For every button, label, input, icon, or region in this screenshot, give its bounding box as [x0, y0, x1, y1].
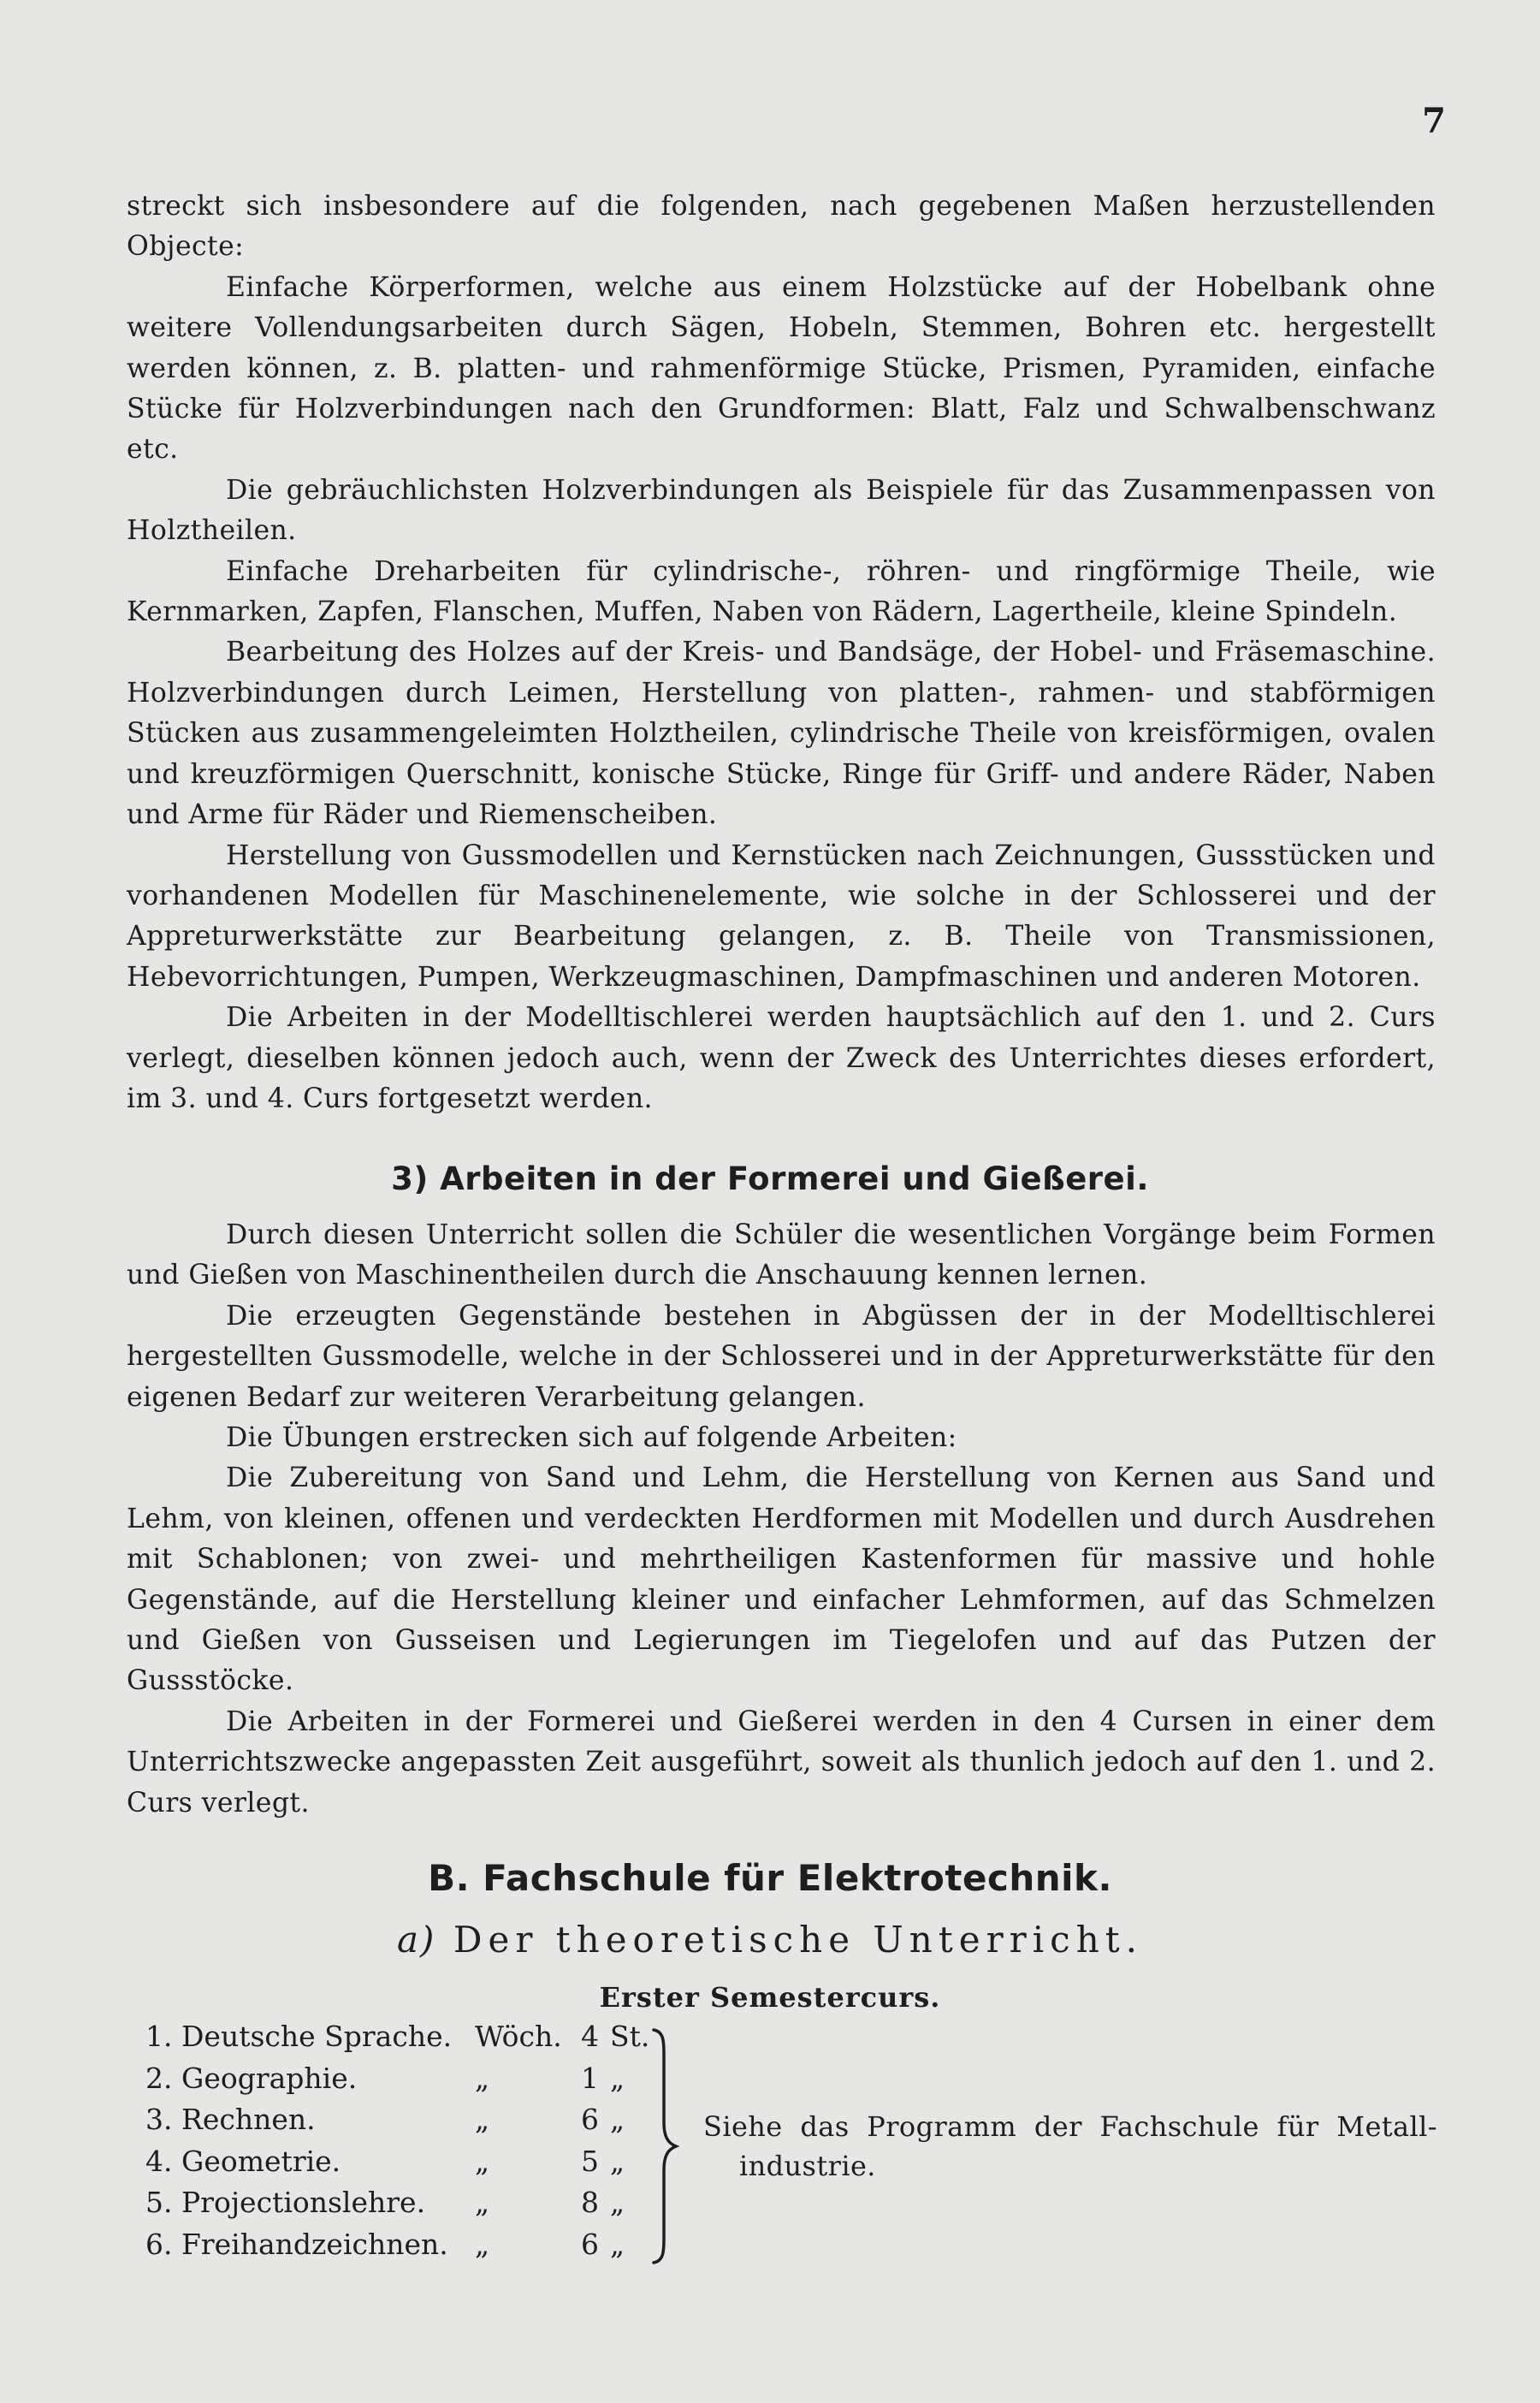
subject-row: [145, 2016, 676, 2058]
paragraph: Die Arbeiten in der Modelltischlerei werden hauptsächlich auf den 1. und 2. Curs verlegt, dieselben können jedoch auch, wenn der Zweck des Unterrichtes dieses erfordert, im 3. und 4. Curs fortgesetzt werden.: [127, 1002, 1436, 1114]
subsection-a-heading: [0, 1919, 1540, 1961]
subject-label: 6. Freihandzeichnen.: [145, 2227, 448, 2261]
paragraph: Durch diesen Unterricht sollen die Schüler die wesentlichen Vorgänge beim Formen und Gießen von Maschinentheilen durch die Anschauung kennen lernen.: [127, 1219, 1436, 1291]
subject-hours: 8: [581, 2186, 599, 2220]
subject-hours: 4: [581, 2020, 599, 2053]
paragraph: streckt sich insbesondere auf die folgenden, nach gegebenen Maßen herzustellenden Objecte:: [127, 191, 1436, 263]
subsection-marker: a): [397, 1919, 436, 1961]
paragraph: Die Arbeiten in der Formerei und Gießerei werden in den 4 Cursen in einer dem Unterrichtszwecke angepassten Zeit ausgeführt, soweit als thunlich jedoch auf den 1. und 2. Curs verlegt.: [127, 1706, 1436, 1819]
subject-unit: „: [475, 2144, 490, 2178]
paragraph: Bearbeitung des Holzes auf der Kreis- und Bandsäge, der Hobel- und Fräsemaschine. Holzverbindungen durch Leimen, Herstellung von platten-, rahmen- und stabförmigen Stücken aus zusammengeleimten Holztheilen, cylindrische Theile von kreisförmigen, ovalen und kreuzförmigen Querschnitt, konische Stücke, Ringe für Griff- und andere Räder, Naben und Arme für Räder und Riemenscheiben.: [127, 637, 1436, 831]
subjects-note-continuation: industrie.: [739, 2150, 876, 2182]
subject-st: „: [610, 2227, 625, 2261]
subject-unit: „: [475, 2061, 490, 2095]
subject-row: [145, 2099, 676, 2141]
section-2-body: [127, 187, 1436, 1119]
subsection-title: Der theoretische Unterricht.: [453, 1919, 1143, 1961]
page-number: 7: [1422, 101, 1446, 141]
subject-st: St.: [610, 2020, 650, 2053]
subject-st: „: [610, 2186, 625, 2220]
subject-row: [145, 2182, 676, 2224]
subject-hours: 5: [581, 2144, 599, 2178]
subjects-list: [145, 2016, 676, 2266]
semester-heading: Erster Semestercurs.: [599, 1981, 941, 2014]
paragraph: Die erzeugten Gegenstände bestehen in Abgüssen der in der Modelltischlerei hergestellten Gussmodelle, welche in der Schlosserei und in der Appreturwerkstätte für den eigenen Bedarf zur weiteren Verarbeitung gelangen.: [127, 1300, 1436, 1413]
subjects-note: Siehe das Programm der Fachschule für Metall-: [703, 2110, 1437, 2143]
subject-hours: 1: [581, 2061, 599, 2095]
subject-unit: Wöch.: [475, 2020, 562, 2053]
subject-unit: „: [475, 2186, 490, 2220]
subject-st: „: [610, 2144, 625, 2178]
section-3-body: [127, 1215, 1436, 1824]
subject-label: 4. Geometrie.: [145, 2144, 341, 2178]
subject-label: 2. Geographie.: [145, 2061, 358, 2095]
subject-hours: 6: [581, 2103, 599, 2137]
curly-brace-icon: [642, 2026, 684, 2266]
subject-row: [145, 2141, 676, 2183]
paragraph: Herstellung von Gussmodellen und Kernstücken nach Zeichnungen, Gussstücken und vorhandenen Modellen für Maschinenelemente, wie solche in der Schlosserei und der Appreturwerkstätte zur Bearbeitung gelangen, z. B. Theile von Transmissionen, Hebevorrichtungen, Pumpen, Werkzeugmaschinen, Dampfmaschinen und anderen Motoren.: [127, 840, 1436, 993]
paragraph: Einfache Körperformen, welche aus einem Holzstücke auf der Hobelbank ohne weitere Vollendungsarbeiten durch Sägen, Hobeln, Stemmen, Bohren etc. hergestellt werden können, z. B. platten- und rahmenförmige Stücke, Prismen, Pyramiden, einfache Stücke für Holzverbindungen nach den Grundformen: Blatt, Falz und Schwalbenschwanz etc.: [127, 271, 1436, 466]
section-b-heading: B. Fachschule für Elektrotechnik.: [428, 1857, 1112, 1899]
subject-unit: „: [475, 2103, 490, 2137]
subject-label: 1. Deutsche Sprache.: [145, 2020, 453, 2053]
paragraph: Die Übungen erstrecken sich auf folgende Arbeiten:: [226, 1422, 957, 1454]
subject-label: 3. Rechnen.: [145, 2103, 316, 2137]
subject-row: [145, 2224, 676, 2266]
paragraph: Die Zubereitung von Sand und Lehm, die Herstellung von Kernen aus Sand und Lehm, von kleinen, offenen und verdeckten Herdformen mit Modellen und durch Ausdrehen mit Schablonen; von zwei- und mehrtheiligen Kastenformen für massive und hohle Gegenstände, auf die Herstellung kleiner und einfacher Lehmformen, auf das Schmelzen und Gießen von Gusseisen und Legierungen im Tiegelofen und auf das Putzen der Gussstöcke.: [127, 1463, 1436, 1697]
subject-row: [145, 2058, 676, 2100]
subject-unit: „: [475, 2227, 490, 2261]
subject-st: „: [610, 2061, 625, 2095]
paragraph: Die gebräuchlichsten Holzverbindungen als Beispiele für das Zusammenpassen von Holztheilen.: [127, 474, 1436, 547]
paragraph: Einfache Dreharbeiten für cylindrische-, röhren- und ringförmige Theile, wie Kernmarken, Zapfen, Flanschen, Muffen, Naben von Rädern, Lagertheile, kleine Spindeln.: [127, 555, 1436, 628]
subject-st: „: [610, 2103, 625, 2137]
section-3-heading: 3) Arbeiten in der Formerei und Gießerei.: [391, 1160, 1149, 1197]
subject-label: 5. Projectionslehre.: [145, 2186, 426, 2220]
subject-hours: 6: [581, 2227, 599, 2261]
